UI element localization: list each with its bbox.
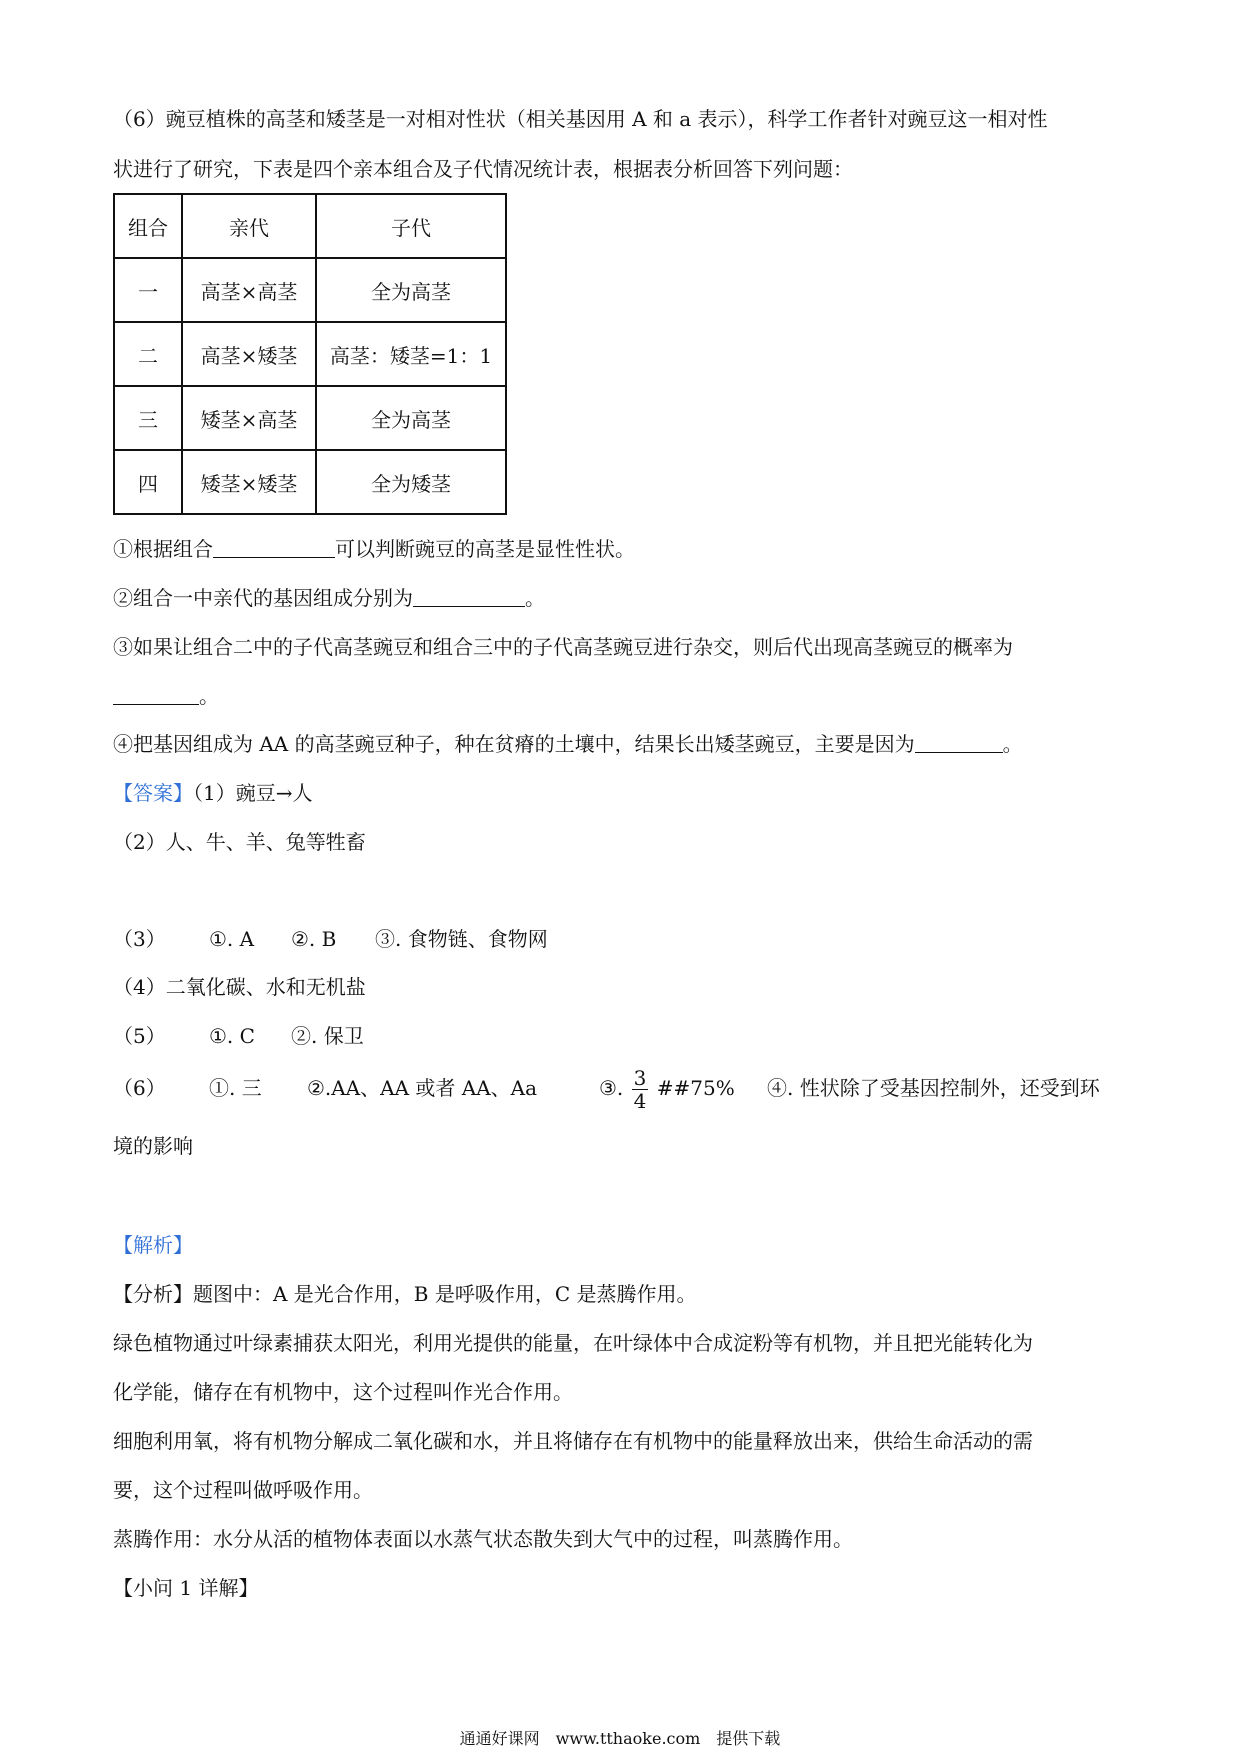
fraction: $\frac{3}{4}$ (633, 1066, 647, 1113)
analysis-paragraph-2-line-1: 绿色植物通过叶绿素捕获太阳光，利用光提供的能量，在叶绿体中合成淀粉等有机物，并且把光能转化为 (113, 1331, 1033, 1355)
table-row (114, 386, 506, 450)
table-row (114, 258, 506, 322)
table-cell: 全为矮茎 (316, 450, 506, 514)
sub-question-3-cont: 。 (113, 683, 219, 709)
answer-blank (113, 684, 199, 705)
table-cell: 高茎×高茎 (182, 258, 316, 322)
table-header-cell: 组合 (114, 194, 182, 258)
table-cell: 全为高茎 (316, 258, 506, 322)
answer-line-6-cont: 境的影响 (113, 1134, 193, 1158)
table-cell: 高茎×矮茎 (182, 322, 316, 386)
analysis-subheading: 【小问 1 详解】 (113, 1576, 259, 1600)
answer-blank (213, 537, 335, 558)
page-footer: 通通好课网 www.tthaoke.com 提供下载 (459, 1729, 781, 1748)
answer-line-1: 【答案】（1）豌豆→人 (113, 781, 313, 805)
table-cell: 矮茎×高茎 (182, 386, 316, 450)
table-cell: 矮茎×矮茎 (182, 450, 316, 514)
question-intro-line-2: 状进行了研究，下表是四个亲本组合及子代情况统计表，根据表分析回答下列问题： (113, 157, 853, 181)
table-cell: 四 (114, 450, 182, 514)
answer-blank (915, 732, 1003, 753)
sub-question-2: ②组合一中亲代的基因组成分别为 。 (113, 586, 545, 610)
table-cell: 三 (114, 386, 182, 450)
answer-blank (413, 586, 525, 607)
table-header-row (114, 194, 506, 258)
answer-line-3: （3） ①. A ②. B ③. 食物链、食物网 (113, 927, 548, 951)
sub-question-4: ④把基因组成为 AA 的高茎豌豆种子，种在贫瘠的土壤中，结果长出矮茎豌豆，主要是因为 。 (113, 732, 1023, 756)
question-intro-line-1: （6）豌豆植株的高茎和矮茎是一对相对性状（相关基因用 A 和 a 表示），科学工作者针对豌豆这一相对性 (113, 107, 1048, 131)
analysis-paragraph-3-line-1: 细胞利用氧，将有机物分解成二氧化碳和水，并且将储存在有机物中的能量释放出来，供给生命活动的需 (113, 1429, 1033, 1453)
answer-line-5: （5） ①. C ②. 保卫 (113, 1024, 364, 1048)
answer-line-2: （2）人、牛、羊、兔等牲畜 (113, 830, 366, 854)
cross-results-table (113, 193, 507, 515)
analysis-paragraph-3-line-2: 要，这个过程叫做呼吸作用。 (113, 1478, 373, 1502)
answer-line-6: （6） ①. 三 ②.AA、AA 或者 AA、Aa ③. $\frac{3}{4}$ ##75% ④. 性状除了受基因控制外，还受到环 (113, 1075, 166, 1101)
table-cell: 一 (114, 258, 182, 322)
table-cell: 二 (114, 322, 182, 386)
table-row (114, 450, 506, 514)
answer-line-4: （4）二氧化碳、水和无机盐 (113, 975, 366, 999)
table-cell: 全为高茎 (316, 386, 506, 450)
sub-question-1: ①根据组合 可以判断豌豆的高茎是显性性状。 (113, 537, 635, 561)
table-cell: 高茎：矮茎=1：1 (316, 322, 506, 386)
sub-question-3: ③如果让组合二中的子代高茎豌豆和组合三中的子代高茎豌豆进行杂交，则后代出现高茎豌豆的概率为 (113, 635, 1013, 659)
analysis-paragraph-1: 【分析】题图中：A 是光合作用，B 是呼吸作用，C 是蒸腾作用。 (113, 1282, 697, 1306)
probability-answer: ③. $\frac{3}{4}$ ##75% (599, 1066, 735, 1113)
table-header-cell: 亲代 (182, 194, 316, 258)
analysis-paragraph-4: 蒸腾作用：水分从活的植物体表面以水蒸气状态散失到大气中的过程，叫蒸腾作用。 (113, 1527, 853, 1551)
answer-tag: 【答案】 (113, 781, 193, 805)
table-header-cell: 子代 (316, 194, 506, 258)
analysis-tag: 【解析】 (113, 1233, 193, 1257)
table-row (114, 322, 506, 386)
analysis-paragraph-2-line-2: 化学能，储存在有机物中，这个过程叫作光合作用。 (113, 1380, 573, 1404)
